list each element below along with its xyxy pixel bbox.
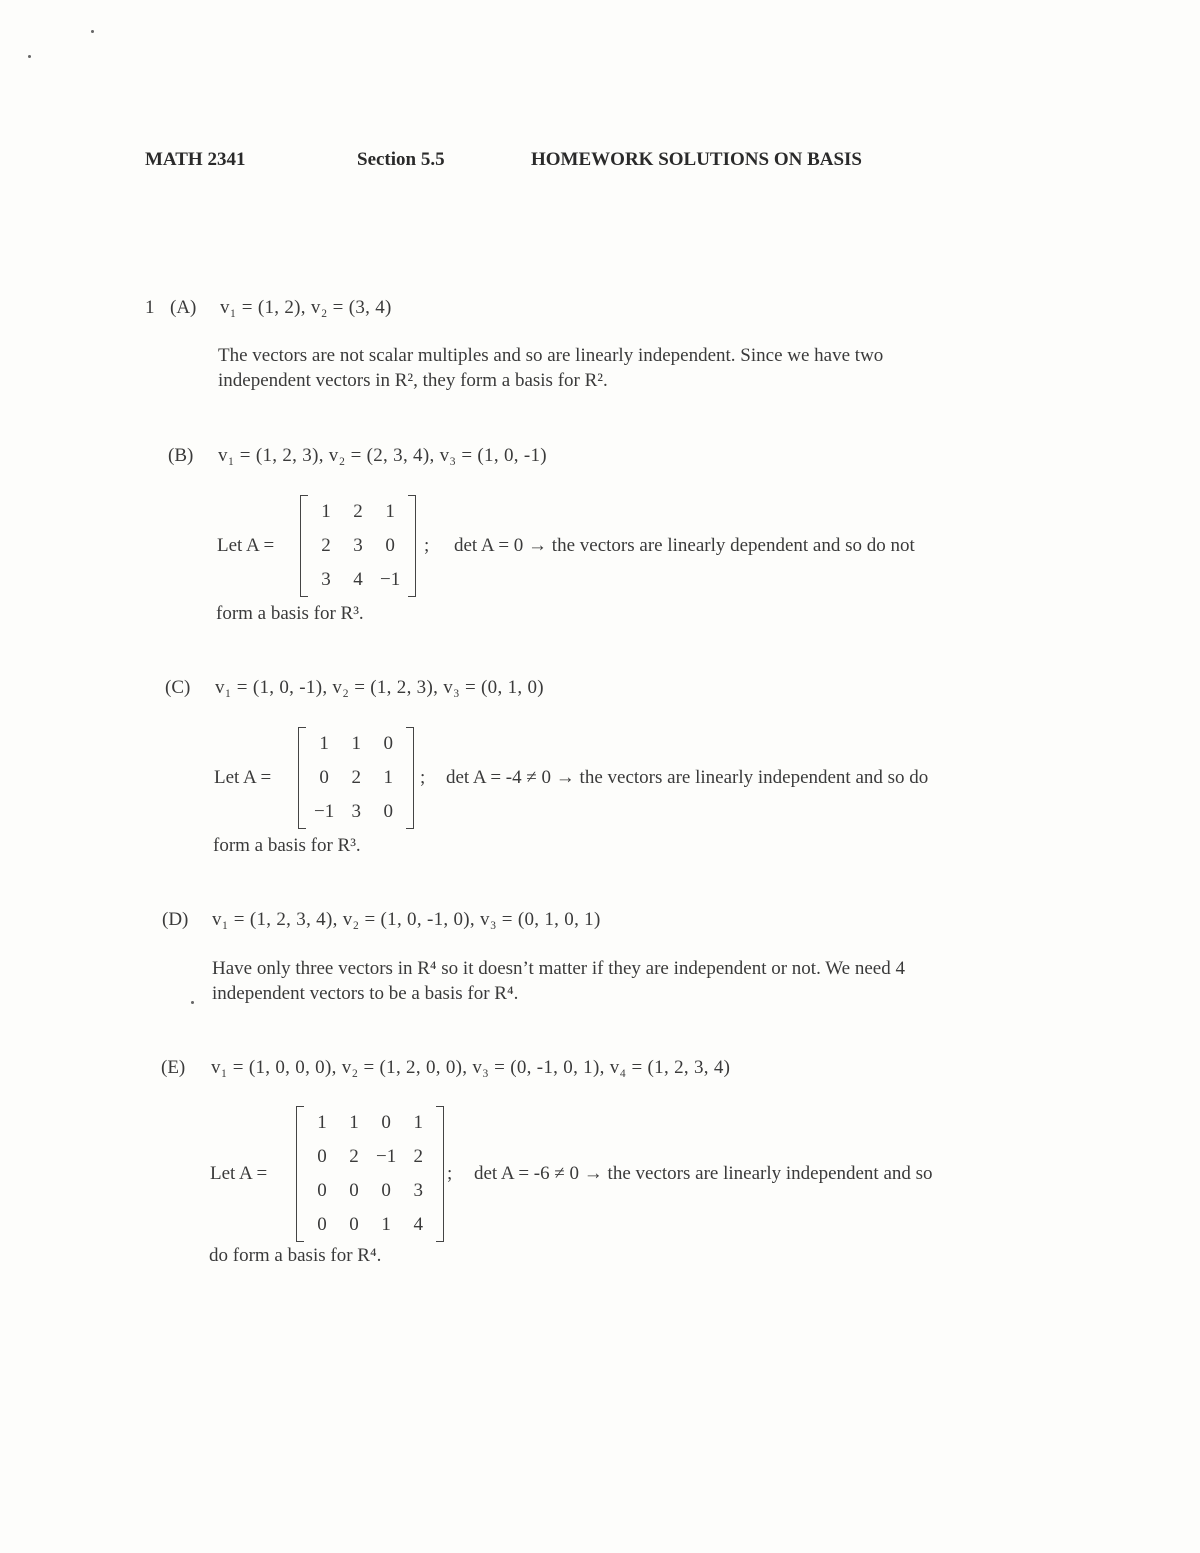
part-b-vectors: v₁ = (1, 2, 3), v₂ = (2, 3, 4), v₃ = (1, 0, -1)	[218, 445, 547, 466]
bracket-left	[300, 495, 308, 597]
scan-speck	[28, 55, 31, 58]
part-b-conclusion: form a basis for R³.	[216, 603, 364, 624]
matrix-cell: −1	[376, 1146, 397, 1167]
matrix-cell: 1	[319, 733, 329, 754]
matrix-cell: 1	[349, 1112, 359, 1133]
matrix-cell: 1	[381, 1214, 391, 1235]
bracket-right	[436, 1106, 444, 1242]
matrix-cell: 0	[317, 1146, 327, 1167]
part-a-line-2: independent vectors in R², they form a basis for R².	[218, 370, 608, 391]
problem-number: 1	[145, 297, 155, 318]
matrix-cell: 1	[351, 733, 361, 754]
matrix-cell: 0	[349, 1214, 359, 1235]
matrix-cell: 0	[319, 767, 329, 788]
part-e-vectors: v₁ = (1, 0, 0, 0), v₂ = (1, 2, 0, 0), v₃ = (0, -1, 0, 1), v₄ = (1, 2, 3, 4)	[211, 1057, 731, 1078]
part-c-let: Let A =	[214, 767, 272, 788]
scan-speck	[191, 1001, 194, 1004]
matrix-cell: 0	[317, 1214, 327, 1235]
part-d-vectors: v₁ = (1, 2, 3, 4), v₂ = (1, 0, -1, 0), v₃ = (0, 1, 0, 1)	[212, 909, 601, 930]
semicolon: ;	[447, 1163, 453, 1184]
part-c-conclusion: form a basis for R³.	[213, 835, 361, 856]
part-d-label: (D)	[162, 909, 189, 930]
part-c-label: (C)	[165, 677, 191, 698]
part-d-line-1: Have only three vectors in R⁴ so it doesn’t matter if they are independent or not. We need 4	[212, 958, 905, 979]
matrix-cell: 0	[383, 733, 393, 754]
matrix-cell: 2	[321, 535, 331, 556]
part-c-matrix	[298, 727, 414, 829]
matrix-cell: 4	[413, 1214, 423, 1235]
matrix-cell: −1	[314, 801, 335, 822]
matrix-cell: 2	[349, 1146, 359, 1167]
part-b-let: Let A =	[217, 535, 275, 556]
matrix-cell: 0	[383, 801, 393, 822]
matrix-cell: 3	[353, 535, 363, 556]
part-a-vectors: v₁ = (1, 2), v₂ = (3, 4)	[220, 297, 392, 318]
part-a-label: (A)	[170, 297, 197, 318]
scan-speck	[91, 30, 94, 33]
matrix-cell: 1	[321, 501, 331, 522]
matrix-cell: 0	[381, 1112, 391, 1133]
course-code: MATH 2341	[145, 149, 246, 170]
matrix-cell: 2	[353, 501, 363, 522]
part-a-line-1: The vectors are not scalar multiples and so are linearly independent. Since we have two	[218, 345, 884, 366]
matrix-cell: −1	[380, 569, 401, 590]
part-b-label: (B)	[168, 445, 194, 466]
matrix-cell: 3	[321, 569, 331, 590]
matrix-cell: 1	[413, 1112, 423, 1133]
bracket-right	[406, 727, 414, 829]
matrix-cell: 4	[353, 569, 363, 590]
matrix-cell: 1	[317, 1112, 327, 1133]
bracket-left	[298, 727, 306, 829]
part-d-line-2: independent vectors to be a basis for R⁴.	[212, 983, 519, 1004]
part-e-determinant: det A = -6 ≠ 0 → the vectors are linearly independent and so	[474, 1163, 933, 1184]
matrix-cell: 3	[351, 801, 361, 822]
matrix-cell: 1	[385, 501, 395, 522]
matrix-cell: 2	[351, 767, 361, 788]
semicolon: ;	[420, 767, 426, 788]
matrix-cell: 0	[349, 1180, 359, 1201]
matrix-cell: 0	[385, 535, 395, 556]
bracket-left	[296, 1106, 304, 1242]
matrix-cell: 3	[413, 1180, 423, 1201]
part-c-determinant: det A = -4 ≠ 0 → the vectors are linearly independent and so do	[446, 767, 929, 788]
matrix-cell: 0	[317, 1180, 327, 1201]
semicolon: ;	[424, 535, 430, 556]
matrix-cell: 1	[383, 767, 393, 788]
part-e-label: (E)	[161, 1057, 186, 1078]
section-number: Section 5.5	[357, 149, 445, 170]
bracket-right	[408, 495, 416, 597]
part-c-vectors: v₁ = (1, 0, -1), v₂ = (1, 2, 3), v₃ = (0, 1, 0)	[215, 677, 544, 698]
part-e-conclusion: do form a basis for R⁴.	[209, 1245, 382, 1266]
part-e-matrix	[296, 1106, 444, 1242]
part-b-matrix	[300, 495, 416, 597]
part-e-let: Let A =	[210, 1163, 268, 1184]
part-b-determinant: det A = 0 → the vectors are linearly dependent and so do not	[454, 535, 915, 556]
matrix-cell: 2	[413, 1146, 423, 1167]
document-title: HOMEWORK SOLUTIONS ON BASIS	[531, 149, 862, 170]
matrix-cell: 0	[381, 1180, 391, 1201]
